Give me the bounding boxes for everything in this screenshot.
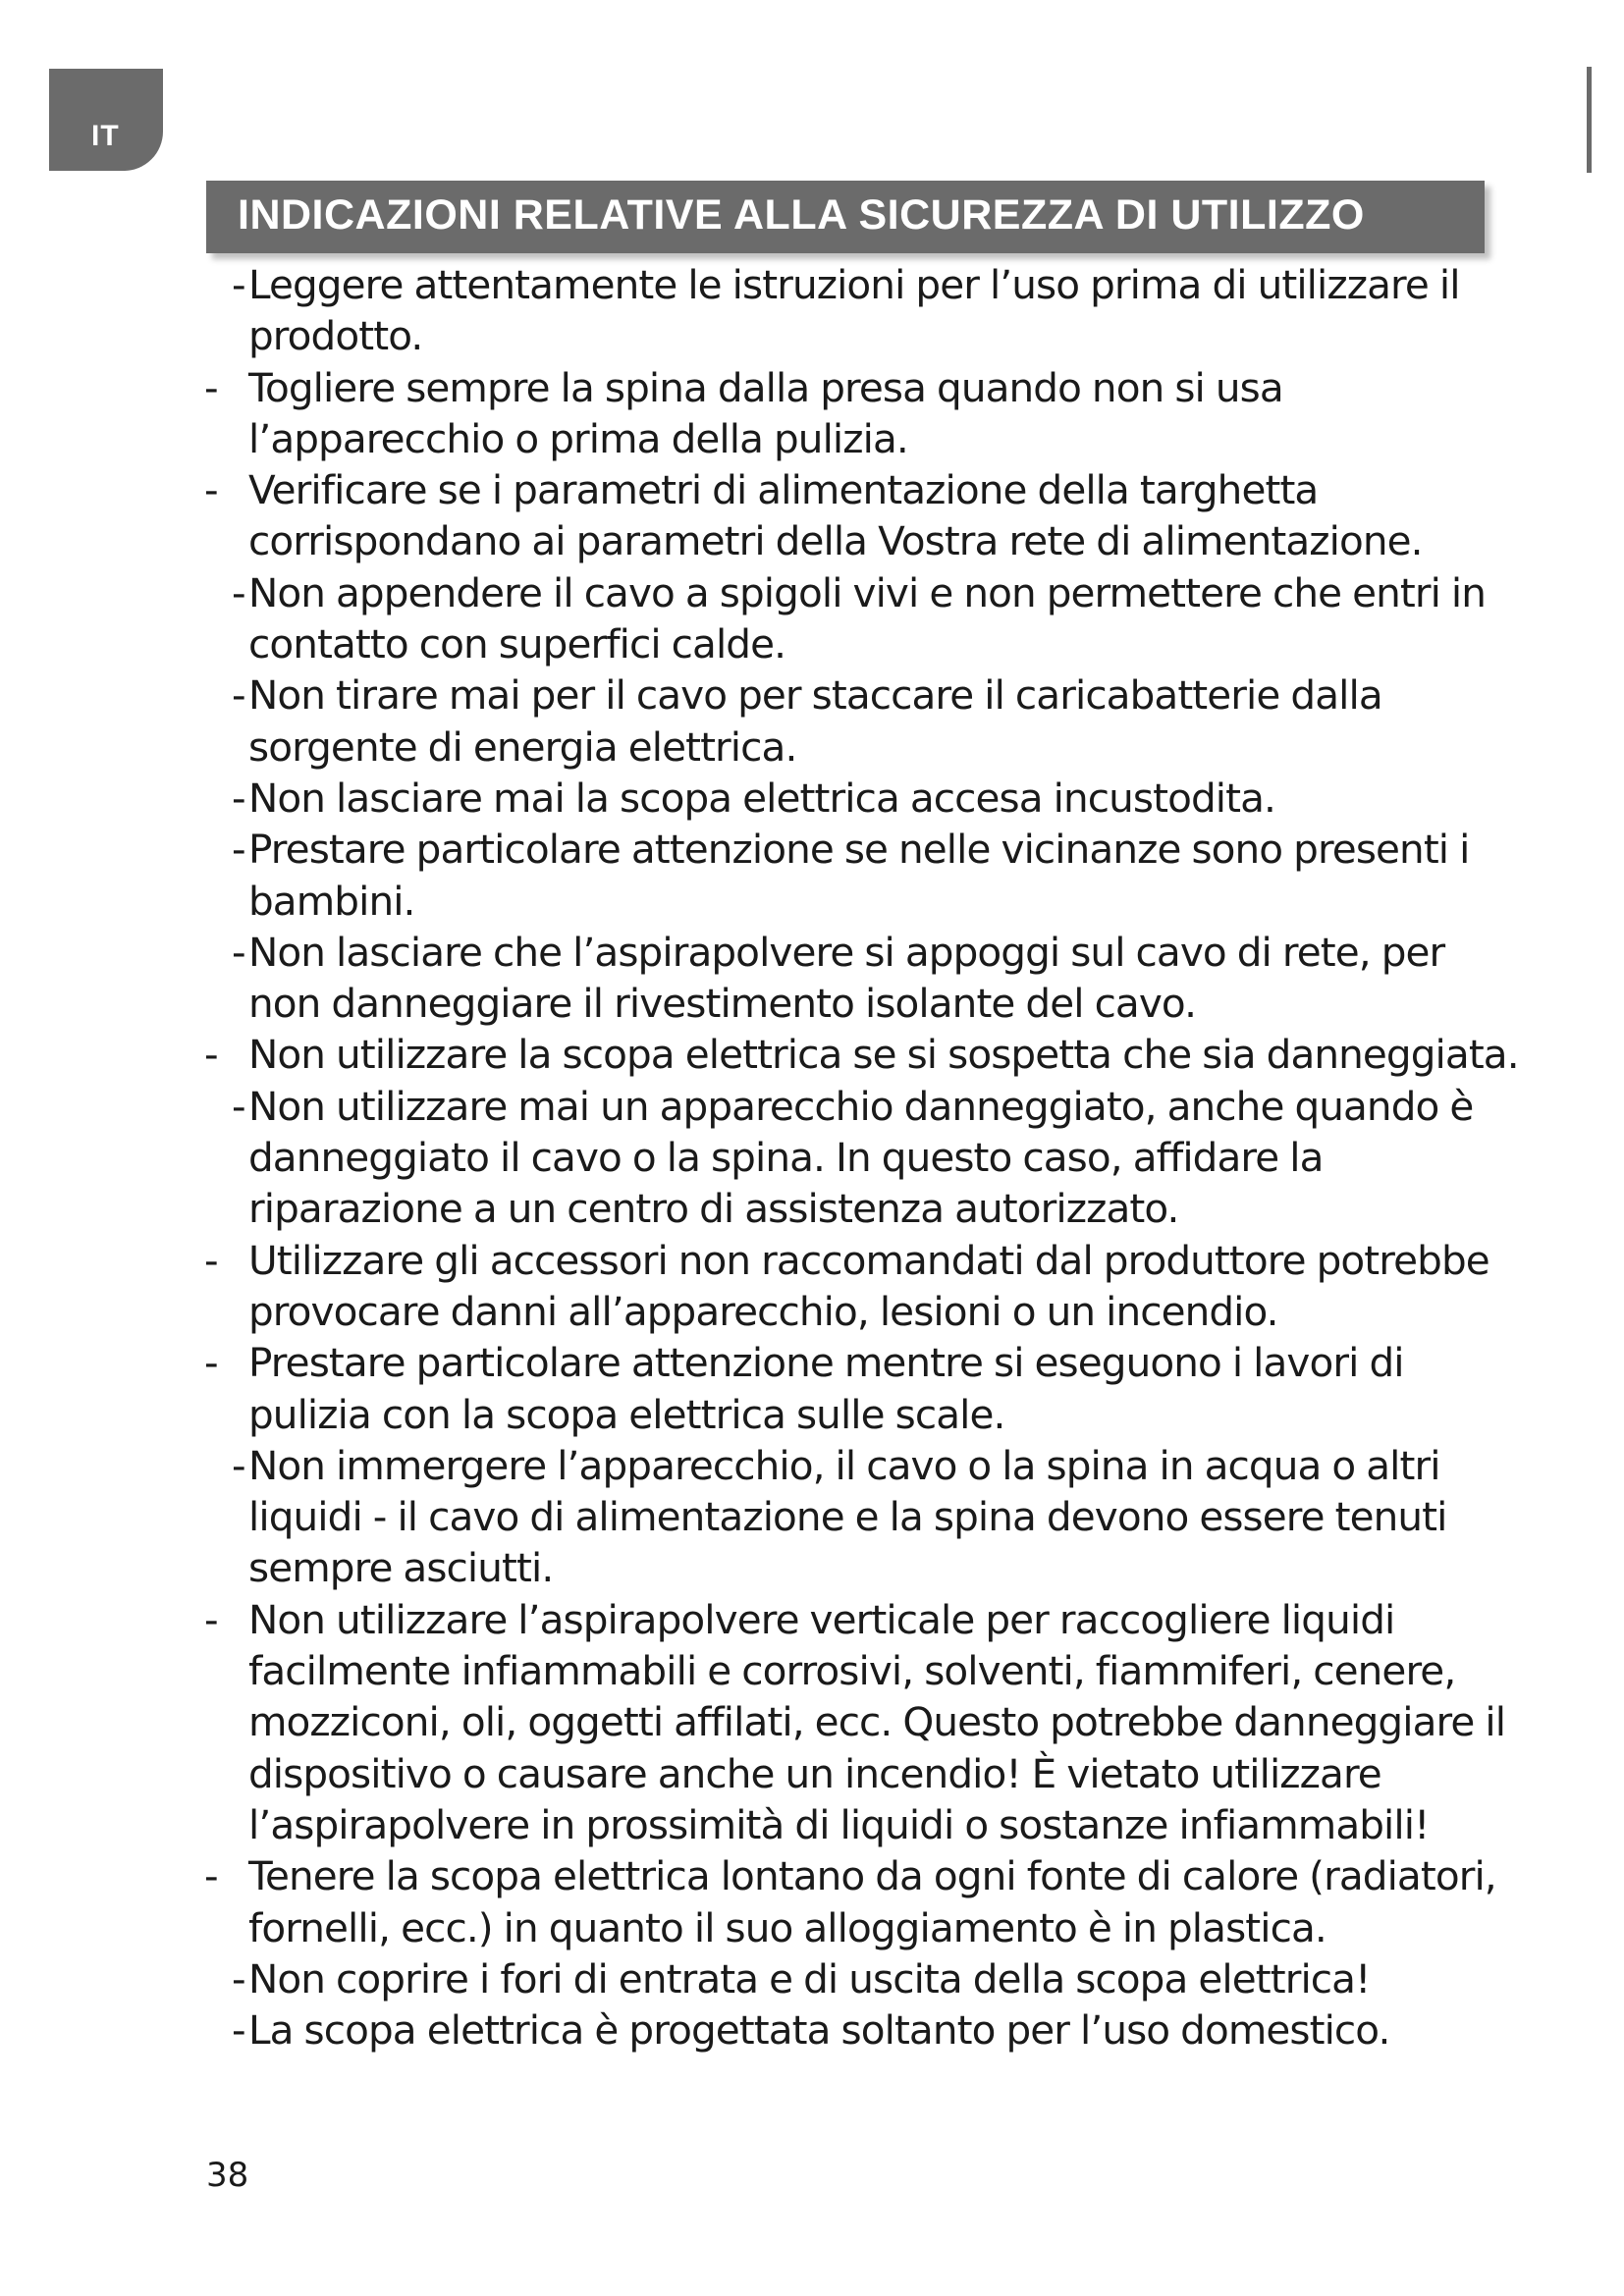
list-item-text: Non lasciare che l’aspirapolvere si appoggi sul cavo di rete, per non danneggiare il rivestimento isolante del cavo. [248,928,1445,1028]
list-item-marker: - [232,261,245,308]
list-item [196,773,1522,824]
section-header [206,181,1485,253]
list-item-text: Non immergere l’apparecchio, il cavo o la spina in acqua o altri liquidi - il cavo di alimentazione e la spina devono essere tenuti sempre asciutti. [248,1441,1447,1592]
list-item-marker: - [204,1236,218,1284]
list-item [196,1337,1522,1440]
list-item-marker: - [232,568,245,616]
list-item [196,1953,1522,2004]
list-item-marker: - [232,2006,245,2055]
list-item-text: Prestare particolare attenzione mentre si eseguono i lavori di pulizia con la scopa elettrica sulle scale. [248,1339,1404,1438]
list-item-text: Non appendere il cavo a spigoli vivi e non permettere che entri in contatto con superfici calde. [248,568,1487,668]
safety-instructions-list [196,259,1522,2056]
list-item-marker: - [232,1441,245,1489]
list-item-marker: - [204,1339,218,1387]
list-item [196,567,1522,670]
list-item-marker: - [204,466,218,514]
list-item [196,927,1522,1030]
list-item-text: Verificare se i parametri di alimentazione della targhetta corrispondano ai parametri della Vostra rete di alimentazione. [248,466,1423,565]
list-item-marker: - [204,1852,218,1900]
list-item [196,2004,1522,2056]
list-item-text: Leggere attentamente le istruzioni per l’uso prima di utilizzare il prodotto. [248,261,1460,360]
list-item-marker: - [232,1082,245,1130]
list-item-text: Utilizzare gli accessori non raccomandati dal produttore potrebbe provocare danni all’apparecchio, lesioni o un incendio. [248,1236,1489,1335]
list-item-marker: - [232,928,245,976]
list-item-text: Non lasciare mai la scopa elettrica accesa incustodita. [248,774,1275,822]
list-item-marker: - [232,774,245,822]
list-item [196,824,1522,927]
list-item-text: Non utilizzare la scopa elettrica se si sospetta che sia danneggiata. [248,1031,1519,1079]
list-item [196,1850,1522,1953]
list-item-marker: - [232,671,245,720]
list-item [196,1594,1522,1850]
language-tab [49,69,163,171]
list-item [196,1235,1522,1338]
page-number: 38 [206,2156,249,2195]
list-item [196,1029,1522,1080]
list-item-text: Prestare particolare attenzione se nelle vicinanze sono presenti i bambini. [248,826,1470,925]
list-item-marker: - [204,363,218,411]
list-item-text: Non tirare mai per il cavo per staccare il caricabatterie dalla sorgente di energia elettrica. [248,671,1382,771]
list-item-text: Non coprire i fori di entrata e di uscita della scopa elettrica! [248,1954,1371,2002]
list-item [196,464,1522,567]
list-item-marker: - [232,1954,245,2002]
list-item-text: Non utilizzare l’aspirapolvere verticale per raccogliere liquidi facilmente infiammabili e corrosivi, solventi, fiammiferi, cenere, mozziconi, oli, oggetti affilati, ecc. Questo potrebbe danneggiare il dispositivo o causare anche un incendio! È vietato utilizzare l’aspirapolvere in prossimità di liquidi o sostanze infiammabili! [248,1595,1506,1848]
list-item [196,1440,1522,1594]
list-item-text: Non utilizzare mai un apparecchio danneggiato, anche quando è danneggiato il cavo o la spina. In questo caso, affidare la riparazione a un centro di assistenza autorizzato. [248,1082,1474,1233]
list-item [196,1081,1522,1235]
list-item-marker: - [232,826,245,874]
list-item [196,259,1522,362]
list-item [196,669,1522,773]
list-item-marker: - [204,1595,218,1643]
list-item [196,362,1522,465]
list-item-marker: - [204,1031,218,1079]
list-item-text: Togliere sempre la spina dalla presa quando non si usa l’apparecchio o prima della pulizia. [248,363,1283,462]
list-item-text: Tenere la scopa elettrica lontano da ogni fonte di calore (radiatori, fornelli, ecc.) in quanto il suo alloggiamento è in plastica. [248,1852,1496,1951]
section-title: INDICAZIONI RELATIVE ALLA SICUREZZA DI UTILIZZO [238,191,1365,239]
language-tab-label: IT [91,120,120,152]
page-edge-marker [1587,67,1592,173]
list-item-text: La scopa elettrica è progettata soltanto per l’uso domestico. [248,2006,1390,2055]
